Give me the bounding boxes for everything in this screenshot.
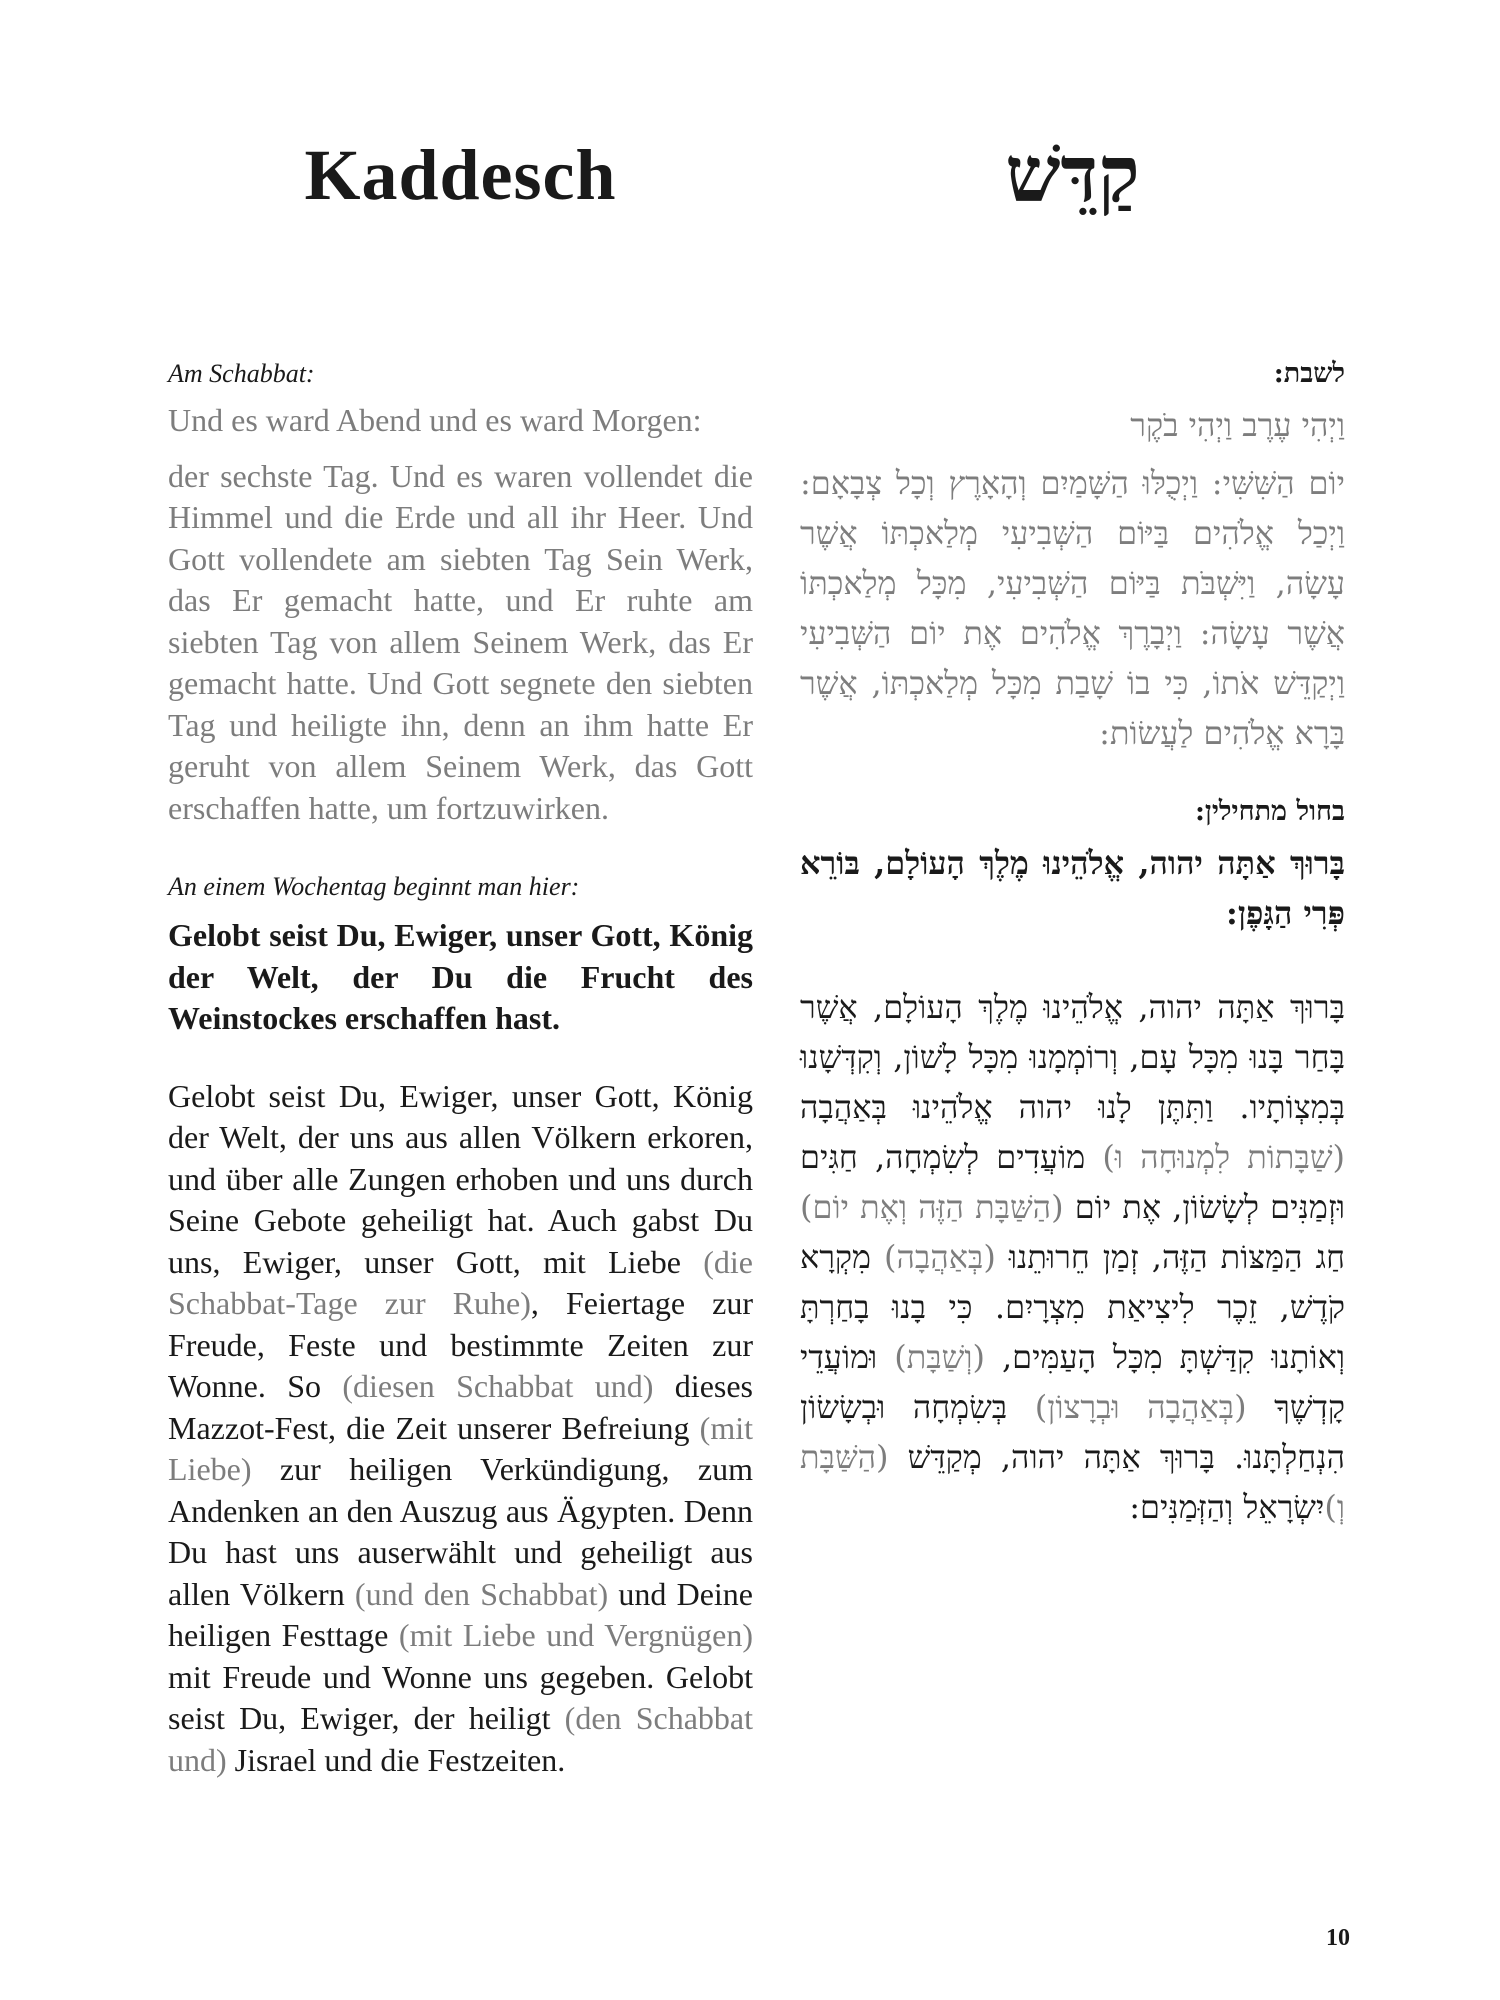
text-segment: בָּרוּךְ אַתָּה יהוה, אֱלֹהֵינוּ מֶלֶךְ הָעוֹלָם, אֲשֶׁר בָּחַר בָּנוּ מִכָּל עָם, וְרוֹמְמָנוּ מִכָּל לָשׁוֹן, וְקִדְּשָׁנוּ בְּמִצְוֹתָיו. וַתִּתֶּן לָנוּ יהוה אֱלֹהֵינוּ בְּאַהֲבָה <box>800 988 1345 1126</box>
optional-text: (den Schabbat und) <box>168 1700 754 1778</box>
optional-text: (הַשַּׁבָּת הַזֶּה וְאֶת יוֹם) <box>800 1188 1064 1226</box>
optional-text: (die Schabbat-Tage zur Ruhe) <box>168 1243 753 1321</box>
optional-text: (בְּאַהֲבָה) <box>884 1238 996 1276</box>
text-segment: zur heiligen Verkündigung, zum Andenken an den Auszug aus Ägypten. Denn Du hast uns auserwählt und geheiligt aus allen Völkern <box>168 1451 753 1612</box>
text-segment: Gelobt seist Du, Ewiger, unser Gott, König der Welt, der uns aus allen Völkern erkoren, und über alle Zungen erhoben und uns durch Seine Gebote geheiligt hat. Auch gabst Du uns, Ewiger, unser Gott, mit Liebe <box>168 1077 753 1280</box>
german-column <box>168 110 753 1781</box>
text-segment: וּמוֹעֲדֵי קָדְשֶׁךָ <box>800 1338 1345 1426</box>
hebrew-shabbat-rubric: לשבת: <box>1273 358 1345 389</box>
optional-text: (וְשַׁבָּת) <box>894 1338 985 1376</box>
hebrew-shabbat-line1: וַיְהִי עֶרֶב וַיְהִי בֹקֶר <box>1130 406 1345 444</box>
text-segment: חַג הַמַּצּוֹת הַזֶּה, זְמַן חֵרוּתֵנוּ <box>995 1238 1345 1276</box>
optional-text: (diesen Schabbat und) <box>342 1368 654 1404</box>
optional-text: (שַׁבָּתוֹת לִמְנוּחָה וּ) <box>1102 1138 1346 1176</box>
page-number: 10 <box>1326 1925 1350 1951</box>
optional-text: (הַשַּׁבָּת וְ) <box>800 1438 1345 1526</box>
text-segment: mit Freude und Wonne uns gegeben. Gelobt seist Du, Ewiger, der heiligt <box>168 1658 753 1736</box>
optional-text: (mit Liebe) <box>168 1409 753 1487</box>
text-segment: בְּשִׂמְחָה וּבְשָׂשׂוֹן הִנְחַלְתָּנוּ. בָּרוּךְ אַתָּה יהוה, מְקַדֵּשׁ <box>800 1388 1345 1476</box>
hebrew-wine-blessing: בָּרוּךְ אַתָּה יהוה, אֱלֹהֵינוּ מֶלֶךְ הָעוֹלָם, בּוֹרֵא פְּרִי הַגָּפֶן: <box>800 844 1345 932</box>
text-segment: , Feiertage zur Freude, Feste und bestimmte Zeiten zur Wonne. So <box>168 1285 754 1404</box>
text-segment: und Deine heiligen Festtage <box>168 1575 753 1653</box>
german-shabbat-rubric: Am Schabbat: <box>168 359 315 388</box>
optional-text: (und den Schabbat) <box>354 1575 609 1612</box>
hebrew-kiddush-text <box>800 982 1345 1532</box>
hebrew-title: קַדֵּשׁ <box>1005 129 1140 220</box>
text-segment: מוֹעֲדִים לְשִׂמְחָה, חַגִּים וּזְמַנִּים לְשָׂשׂוֹן, אֶת יוֹם <box>800 1138 1346 1226</box>
text-segment: מִקְרָא קֹדֶשׁ, זֵכֶר לִיצִיאַת מִצְרָיִם. כִּי בָנוּ בָחַרְתָּ וְאוֹתָנוּ קִדַּשְׁתָּ מִכָּל הָעַמִּים, <box>800 1238 1346 1376</box>
german-title: Kaddesch <box>304 135 617 215</box>
hebrew-column <box>800 110 1345 1532</box>
text-segment: Jisrael und die Festzeiten. <box>226 1741 566 1778</box>
german-shabbat-text: der sechste Tag. Und es waren vollendet die Himmel und die Erde und all ihr Heer. Und Gott vollendete am siebten Tag Sein Werk, das Er gemacht hatte, und Er ruhte am siebten Tag von allem Seinem Werk, das Er gemacht hatte. Und Gott segnete den siebten Tag und heiligte ihn, denn an ihm hatte Er geruht von allem Seinem Werk, das Gott erschaffen hatte, um fortzuwirken. <box>168 457 753 826</box>
german-wine-blessing: Gelobt seist Du, Ewiger, unser Gott, König der Welt, der Du die Frucht des Weinstockes erschaffen hast. <box>168 917 753 1036</box>
hebrew-weekday-rubric: בחול מתחילין: <box>1194 796 1345 827</box>
text-segment: dieses Mazzot-Fest, die Zeit unserer Befreiung <box>168 1368 753 1446</box>
text-segment: יִשְׂרָאֵל וְהַזְּמַנִּים: <box>1129 1488 1325 1526</box>
german-weekday-rubric: An einem Wochentag beginnt man hier: <box>168 872 580 901</box>
german-kiddush-text <box>168 1076 753 1782</box>
optional-text: (בְּאַהֲבָה וּבְרָצוֹן) <box>1034 1388 1247 1426</box>
german-shabbat-line1: Und es ward Abend und es ward Morgen: <box>168 402 702 438</box>
optional-text: (mit Liebe und Vergnügen) <box>398 1617 754 1653</box>
hebrew-shabbat-text: יוֹם הַשִּׁשִּׁי: וַיְכֻלּוּ הַשָּׁמַיִם וְהָאָרֶץ וְכָל צְבָאָם: וַיְכַל אֱלֹהִים בַּיּוֹם הַשְּׁבִיעִי מְלַאכְתּוֹ אֲשֶׁר עָשָׂה, וַיִּשְׁבֹּת בַּיּוֹם הַשְּׁבִיעִי, מִכָּל מְלַאכְתּוֹ אֲשֶׁר עָשָׂה: וַיְבָרֶךְ אֱלֹהִים אֶת יוֹם הַשְּׁבִיעִי וַיְקַדֵּשׁ אֹתוֹ, כִּי בוֹ שָׁבַת מִכָּל מְלַאכְתּוֹ, אֲשֶׁר בָּרָא אֱלֹהִים לַעֲשׂוֹת: <box>800 464 1345 752</box>
